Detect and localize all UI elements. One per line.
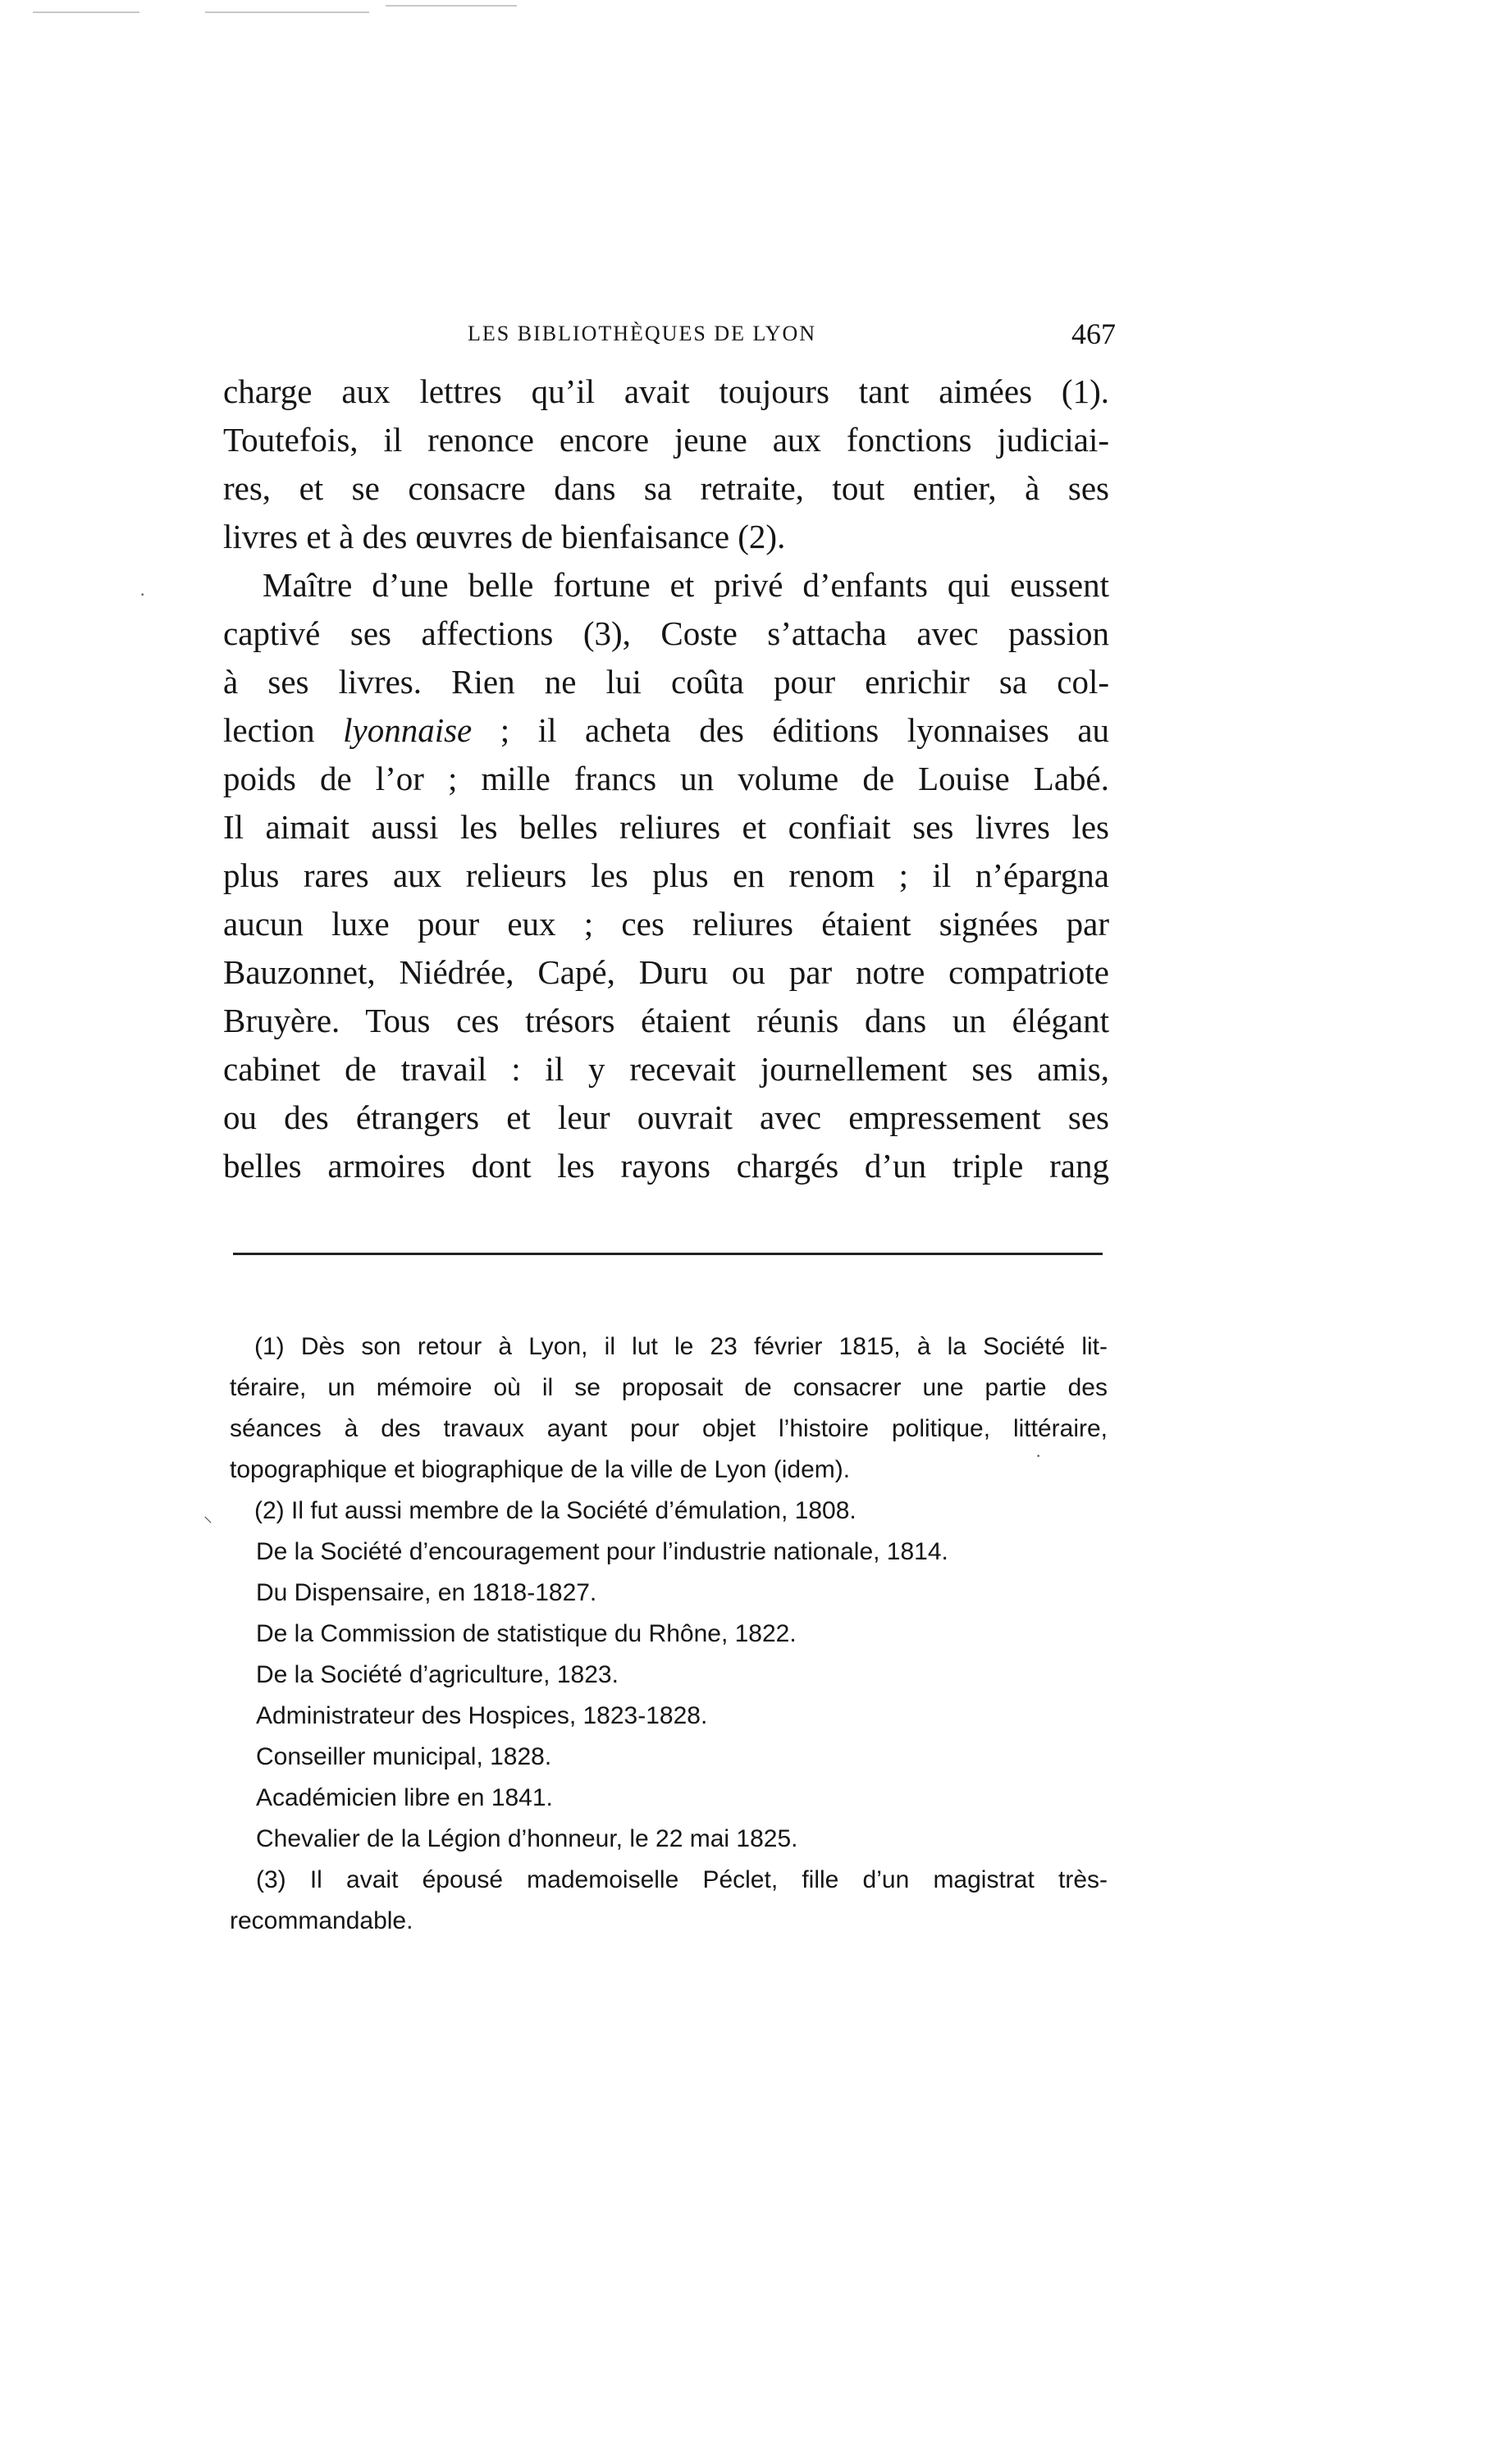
footnote-line: séances à des travaux ayant pour objet l’histoire politique, littéraire, <box>230 1415 1108 1442</box>
text-line: livres et à des œuvres de bienfaisance (2). <box>223 518 786 555</box>
text-line: Bauzonnet, Niédrée, Capé, Duru ou par notre compatriote <box>223 953 1109 991</box>
text-line: plus rares aux relieurs les plus en renom ; il n’épargna <box>223 856 1109 894</box>
text-line: Bruyère. Tous ces trésors étaient réunis dans un élégant <box>223 1002 1109 1039</box>
text-line: Il aimait aussi les belles reliures et confiait ses livres les <box>223 808 1109 846</box>
text-line-mixed <box>223 706 1109 755</box>
scan-artifact <box>386 5 517 7</box>
text-line: cabinet de travail : il y recevait journellement ses amis, <box>223 1050 1109 1088</box>
text-line: Toutefois, il renonce encore jeune aux fonctions judiciai- <box>223 421 1109 459</box>
footnote-separator <box>233 1253 1103 1255</box>
page-header <box>222 317 1116 363</box>
text-line: Maître d’une belle fortune et privé d’enfants qui eussent <box>263 566 1109 604</box>
text-line: res, et se consacre dans sa retraite, tout entier, à ses <box>223 469 1109 507</box>
scan-artifact <box>33 11 139 13</box>
footnotes <box>230 1326 1108 1942</box>
footnote-line: téraire, un mémoire où il se proposait de consacrer une partie des <box>230 1374 1108 1401</box>
text-line: aucun luxe pour eux ; ces reliures étaient signées par <box>223 905 1109 943</box>
stray-ink-mark: ⸜ <box>203 1505 213 1526</box>
stray-ink-mark: · <box>1035 1445 1042 1466</box>
footnote-line: topographique et biographique de la ville de Lyon (idem). <box>230 1456 851 1483</box>
footnote-line: De la Commission de statistique du Rhône, 1822. <box>256 1620 797 1647</box>
footnote-line: (3) Il avait épousé mademoiselle Péclet, fille d’un magistrat très- <box>256 1866 1108 1893</box>
page-number: 467 <box>1071 317 1116 350</box>
footnote-line: (1) Dès son retour à Lyon, il lut le 23 février 1815, à la Société lit- <box>254 1333 1108 1360</box>
text-line: à ses livres. Rien ne lui coûta pour enrichir sa col- <box>223 663 1109 701</box>
text-run: ; il acheta des éditions lyonnaises au <box>500 711 1110 749</box>
footnote-line: Académicien libre en 1841. <box>256 1784 553 1811</box>
footnote-line: Du Dispensaire, en 1818-1827. <box>256 1579 597 1606</box>
text-line: ou des étrangers et leur ouvrait avec empressement ses <box>223 1098 1109 1136</box>
footnote-line: Chevalier de la Légion d’honneur, le 22 mai 1825. <box>256 1825 798 1852</box>
footnote-line: recommandable. <box>230 1907 413 1934</box>
text-run: lection <box>223 711 315 749</box>
text-line: poids de l’or ; mille francs un volume de Louise Labé. <box>223 760 1109 797</box>
footnote-line: De la Société d’agriculture, 1823. <box>256 1661 619 1688</box>
text-line: captivé ses affections (3), Coste s’attacha avec passion <box>223 614 1109 652</box>
footnote-line: Administrateur des Hospices, 1823-1828. <box>256 1702 708 1729</box>
main-text <box>223 368 1109 1190</box>
text-line: belles armoires dont les rayons chargés d’un triple rang <box>223 1147 1109 1185</box>
footnote-line: (2) Il fut aussi membre de la Société d’émulation, 1808. <box>254 1497 856 1524</box>
stray-ink-mark: · <box>139 584 146 605</box>
italic-word: lyonnaise <box>343 711 473 749</box>
scan-artifact <box>205 11 369 13</box>
text-line: charge aux lettres qu’il avait toujours tant aimées (1). <box>223 372 1109 410</box>
footnote-line: De la Société d’encouragement pour l’industrie nationale, 1814. <box>256 1538 948 1565</box>
footnote-line: Conseiller municipal, 1828. <box>256 1743 552 1770</box>
running-title: LES BIBLIOTHÈQUES DE LYON <box>468 322 817 345</box>
